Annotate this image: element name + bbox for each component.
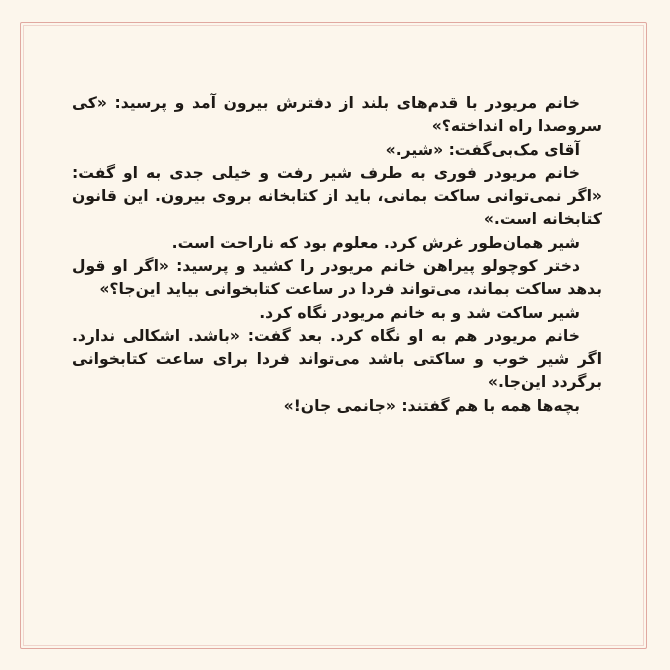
- paragraph-7: خانم مریودر هم به او نگاه کرد. بعد گفت: «باشد. اشکالی ندارد. اگر شیر خوب و ساکتی باشد می‌تواند فردا برای ساعت کتابخوانی برگردد این‌جا.»: [72, 327, 602, 391]
- paragraph-6: شیر ساکت شد و به خانم مریودر نگاه کرد.: [259, 303, 580, 322]
- paragraph-5: دختر کوچولو پیراهن خانم مریودر را کشید و پرسید: «اگر او قول بدهد ساکت بماند، می‌تواند فردا در ساعت کتابخوانی بیاید این‌جا؟»: [72, 257, 602, 298]
- paragraph-8: بچه‌ها همه با هم گفتند: «جانمی جان!»: [283, 396, 580, 415]
- paragraph-2: آقای مک‌بی‌گفت: «شیر.»: [385, 140, 580, 159]
- paragraph-1: خانم مریودر با قدم‌های بلند از دفترش بیرون آمد و پرسید: «کی سروصدا راه انداخته؟»: [72, 94, 602, 135]
- story-text: [72, 92, 602, 418]
- paragraph-4: شیر همان‌طور غرش کرد. معلوم بود که ناراحت است.: [171, 233, 580, 252]
- paragraph-3: خانم مریودر فوری به طرف شیر رفت و خیلی جدی به او گفت: «اگر نمی‌توانی ساکت بمانی، باید از کتابخانه بروی بیرون. این قانون کتابخانه است.»: [72, 164, 602, 228]
